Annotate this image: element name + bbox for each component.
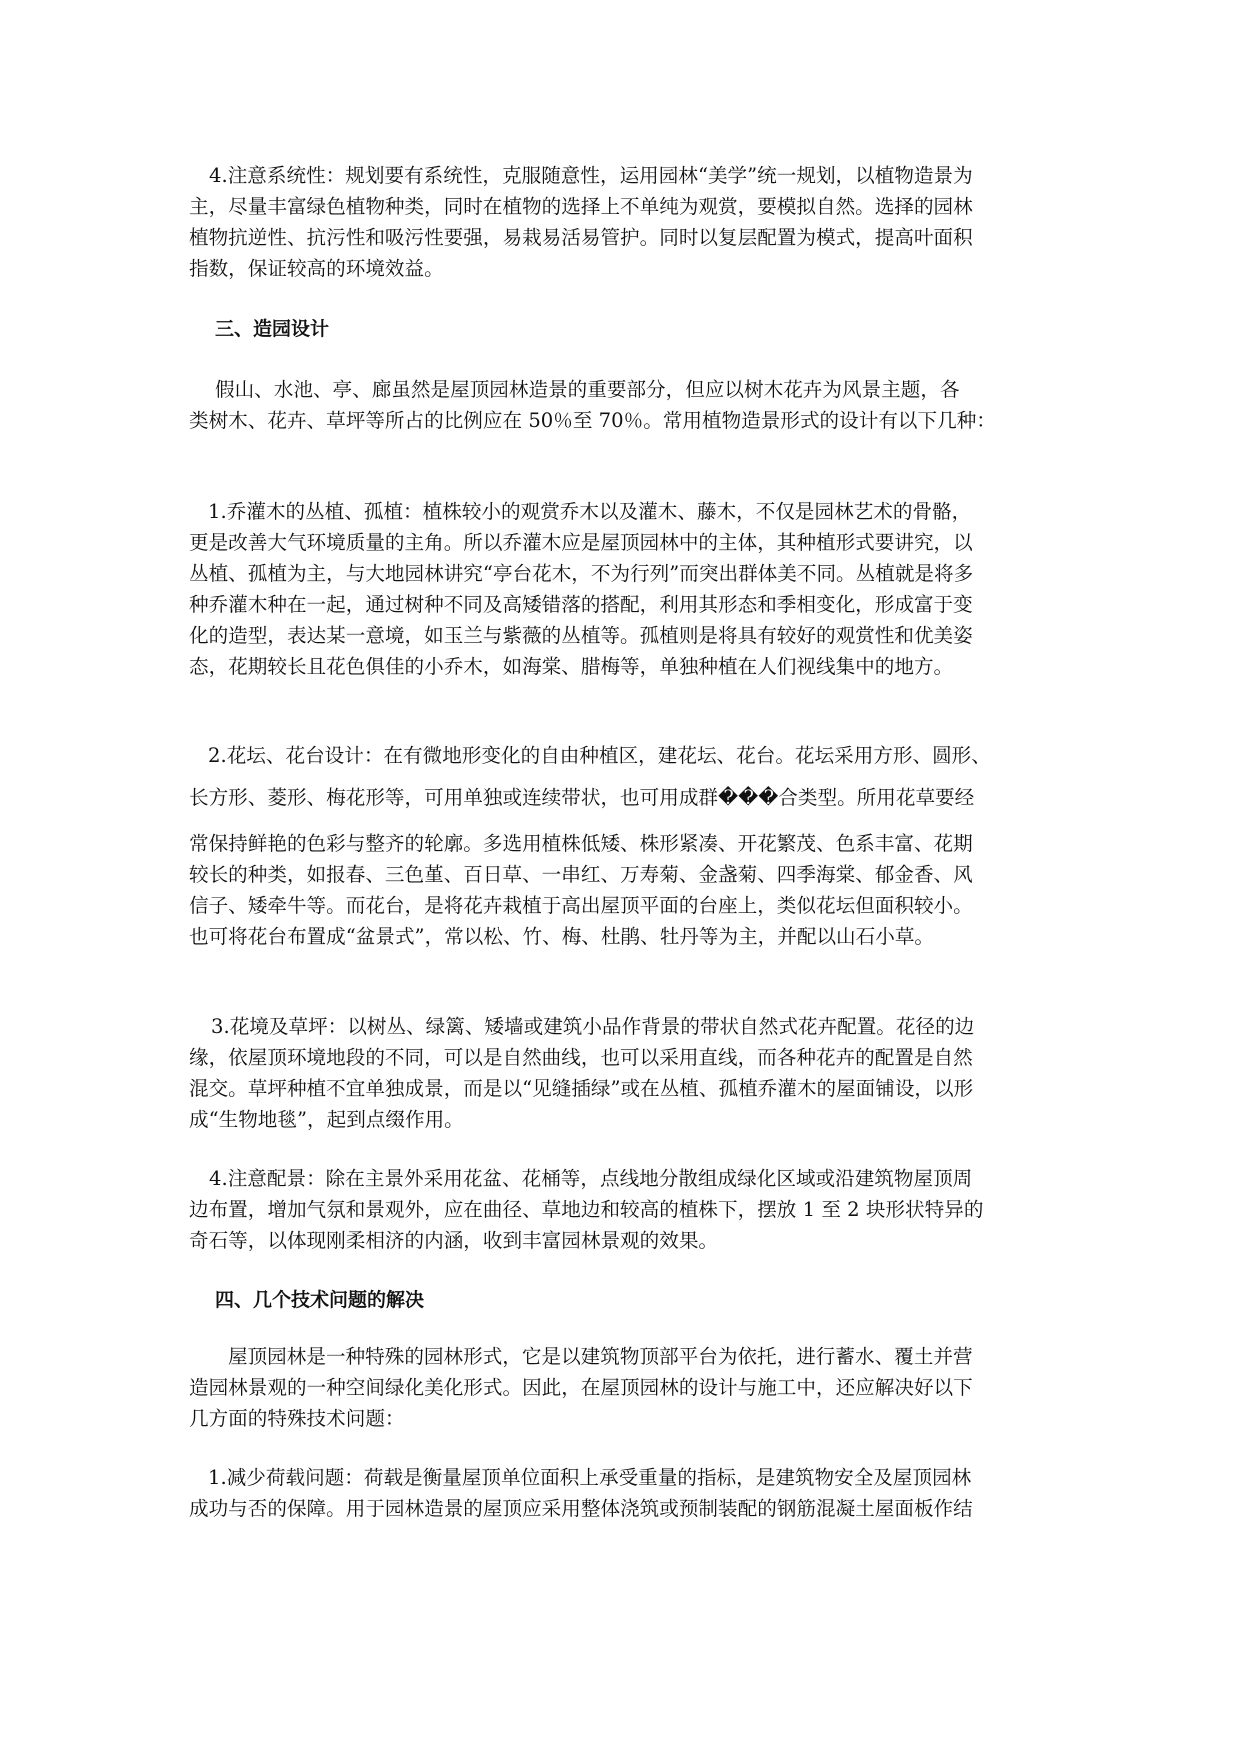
paragraph-line: 信子、矮牵牛等。而花台，是将花卉栽植于高出屋顶平面的台座上，类似花坛但面积较小。 [189, 894, 973, 917]
paragraph-line: 类树木、花卉、草坪等所占的比例应在 50％至 70％。常用植物造景形式的设计有以下几种： [189, 409, 996, 432]
section-heading: 四、几个技术问题的解决 [215, 1289, 425, 1311]
paragraph-line: 更是改善大气环境质量的主角。所以乔灌木应是屋顶园林中的主体，其种植形式要讲究，以 [189, 531, 973, 554]
section-heading: 三、造园设计 [215, 318, 330, 340]
paragraph-line: 也可将花台布置成“盆景式”，常以松、竹、梅、杜鹃、牡丹等为主，并配以山石小草。 [189, 925, 935, 948]
paragraph-line: 成“生物地毯”，起到点缀作用。 [189, 1108, 464, 1131]
paragraph-line: 屋顶园林是一种特殊的园林形式，它是以建筑物顶部平台为依托，进行蓄水、覆土并营 [228, 1345, 973, 1368]
paragraph-line: 较长的种类，如报春、三色堇、百日草、一串红、万寿菊、金盏菊、四季海棠、郁金香、风 [189, 863, 973, 886]
paragraph-line: 4.注意系统性：规划要有系统性，克服随意性，运用园林“美学”统一规划，以植物造景为 [209, 164, 973, 187]
paragraph-line: 种乔灌木种在一起，通过树种不同及高矮错落的搭配，利用其形态和季相变化，形成富于变 [189, 593, 973, 616]
paragraph-line: 4.注意配景：除在主景外采用花盆、花桶等，点线地分散组成绿化区域或沿建筑物屋顶周 [209, 1167, 973, 1190]
paragraph-line: 态，花期较长且花色俱佳的小乔木，如海棠、腊梅等，单独种植在人们视线集中的地方。 [189, 655, 954, 678]
paragraph-line: 1.减少荷载问题：荷载是衡量屋顶单位面积上承受重量的指标，是建筑物安全及屋顶园林 [208, 1466, 972, 1489]
paragraph-line: 2.花坛、花台设计：在有微地形变化的自由种植区，建花坛、花台。花坛采用方形、圆形、 [208, 744, 991, 767]
paragraph-line: 混交。草坪种植不宜单独成景，而是以“见缝插绿”或在丛植、孤植乔灌木的屋面铺设，以形 [189, 1077, 974, 1100]
paragraph-line: 缘，依屋顶环境地段的不同，可以是自然曲线，也可以采用直线，而各种花卉的配置是自然 [189, 1046, 973, 1069]
paragraph-line: 造园林景观的一种空间绿化美化形式。因此，在屋顶园林的设计与施工中，还应解决好以下 [189, 1376, 973, 1399]
paragraph-line: 指数，保证较高的环境效益。 [189, 257, 444, 280]
paragraph-line: 植物抗逆性、抗污性和吸污性要强，易栽易活易管护。同时以复层配置为模式，提高叶面积 [189, 226, 973, 249]
paragraph-line: 3.花境及草坪：以树丛、绿篱、矮墙或建筑小品作背景的带状自然式花卉配置。花径的边 [211, 1015, 975, 1038]
paragraph-line: 奇石等，以体现刚柔相济的内涵，收到丰富园林景观的效果。 [189, 1229, 719, 1252]
paragraph-line: 边布置，增加气氛和景观外，应在曲径、草地边和较高的植株下，摆放 1 至 2 块形状特异的 [189, 1198, 984, 1221]
paragraph-line: 假山、水池、亭、廊虽然是屋顶园林造景的重要部分，但应以树木花卉为风景主题，各 [215, 378, 960, 401]
paragraph-line: 化的造型，表达某一意境，如玉兰与紫薇的丛植等。孤植则是将具有较好的观赏性和优美姿 [189, 624, 973, 647]
paragraph-line: 1.乔灌木的丛植、孤植：植株较小的观赏乔木以及灌木、藤木，不仅是园林艺术的骨骼， [208, 500, 972, 523]
paragraph-line: 长方形、菱形、梅花形等，可用单独或连续带状，也可用成群���合类型。所用花草要经 [189, 786, 975, 809]
paragraph-line: 主，尽量丰富绿色植物种类，同时在植物的选择上不单纯为观赏，要模拟自然。选择的园林 [189, 195, 973, 218]
paragraph-line: 丛植、孤植为主，与大地园林讲究“亭台花木，不为行列”而突出群体美不同。丛植就是将多 [189, 562, 974, 585]
paragraph-line: 常保持鲜艳的色彩与整齐的轮廓。多选用植株低矮、株形紧凑、开花繁茂、色系丰富、花期 [189, 832, 973, 855]
paragraph-line: 几方面的特殊技术问题： [189, 1407, 405, 1430]
paragraph-line: 成功与否的保障。用于园林造景的屋顶应采用整体浇筑或预制装配的钢筋混凝土屋面板作结 [189, 1497, 973, 1520]
